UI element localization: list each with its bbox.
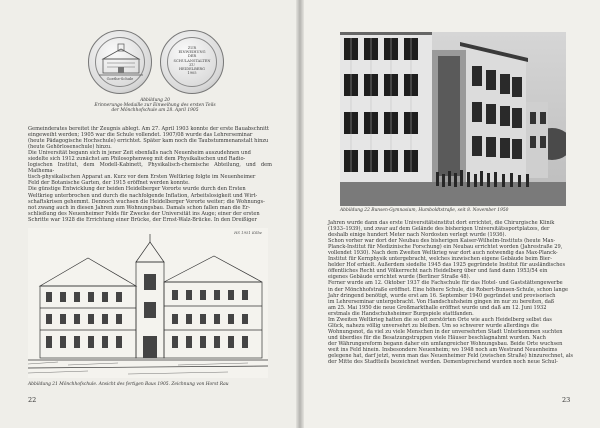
- sketch-caption: Abbildung 21 Mönchhofschule. Ansicht des fertigen Baus 1905. Zeichnung von Horst Rau: [28, 382, 229, 387]
- photo-caption: Abbildung 22 Bunsen-Gymnasium, Humboldtstraße, seit 8. November 1950: [340, 208, 509, 213]
- right-page: [300, 0, 600, 428]
- medal-obverse-text: Goethe-Schule: [106, 77, 134, 81]
- school-sketch-drawing: [28, 228, 268, 378]
- medal-reverse: [160, 30, 224, 94]
- school-building-relief: [89, 31, 152, 94]
- sketch-signature: HS 1951 Kilbe: [234, 230, 262, 235]
- bunsen-gymnasium-photo: [340, 32, 566, 206]
- book-gutter: [296, 0, 304, 428]
- medal-caption: Abbildung 20 Erinnerungs-Medaille zur Einweihung des ersten Teils der Mönchhofschule am 28. April 1905: [94, 98, 216, 114]
- medal-reverse-inscription: ZUR EINWEIHUNG DER SCHULANSTALTEN ZU HEIDELBERG 1905: [173, 46, 211, 76]
- right-page-number: 23: [562, 396, 571, 404]
- moenchhofschule-drawing: [28, 228, 268, 378]
- left-body-text: Gemeinderates bereitet ihr Zeugnis ablegt. Am 27. April 1903 konnte der erste Bauabschnitt eingeweiht werden; 1905 war die Schule vollendet. 1907/08 wurde das Lehrerseminar (heute Pädagogische Hochschule) errichtet. Später kam noch die Taubstummenanstalt hinzu (heute Gehörlosenschule) hinzu. Die Universität begann sich in jener Zeit ebenfalls nach Neuenheim auszudehnen und siedelte sich 1912 zunächst am Philosophenweg mit dem Physikalischen und Radio- logischen Institut, dem Modell-Kabinett, Physikalisch-chemische Abteilung, und dem Mathema- tisch-physikalischen Apparat an. Kurz vor dem Ersten Weltkrieg folgte im Neuenheimer Feld der Botanische Garten, der 1915 eröffnet werden konnte. Die günstige Entwicklung der beiden Heidelberger Vororte wurde durch den Ersten Weltkrieg unterbrochen und durch die nachfolgende Inflation, Arbeitslosigkeit und Wirt- schaftskrisen gehemmt. Dennoch wuchsen die Heidelberger Vororte weiter; die Wohnungs- not zwang auch in diesen Jahren zum Wohnungsbau. Damals schon fallen man die Er- schließung des Neuenheimer Felds für Zwecke der Universität ins Auge; einer der ersten Schritte war 1928 die Errichtung einer Brücke, der Ernst-Walz-Brücke. In den Dreißiger: [28, 126, 272, 223]
- school-building-photo: [340, 32, 566, 206]
- medal-obverse: [88, 30, 152, 94]
- right-body-text: Jahren wurde dann das erste Universitätsinstitut dort errichtet, die Chirurgische Klinik (1933–1939), und zwar auf dem Gelände des bisherigen Universitätssportplatzes, der deshalb einige hundert Meter nach Nordosten verlegt wurde (1936). Schon vorher war dort der Neubau des bisherigen Kaiser-Wilhelm-Instituts (heute Max- Planck-Institut für Medizinische Forschung) ein Neubau errichtet worden (Jahrestraße 29, vollendet 1930). Nach dem Zweiten Weltkrieg war dort auch notwendig das Max-Planck- Institut für Kernphysik untergebracht, welches inzwischen eigene Gebäude beim Bier- helder Hof erhielt. Außerdem siedelte 1945 das 1925 gegründete Institut für ausländisches öffentliches Recht und Völkerrecht nach Heidelberg über und fand dann 1953/54 ein eigenes Gebäude errichtet wurde (Berliner Straße 48). Ferner wurde am 12. Oktober 1937 die Fachschule für das Hotel- und Gaststättengewerbe in der Mönchhofstraße eröffnet. Eine höhere Schule, die Robert-Bunsen-Schule, schon lange Jahr dringend benötigt, wurde erst am 16. September 1940 gegründet und provisorisch im Lehrerseminar untergebracht. Von Handschuhsheim gingen im nur zu bereiten, daß am 25. Mai 1950 die neue Großmarkthalle eröffnet wurde und daß am 12. Juni 1932 erstmals die Handschuhsheimer Burgspiele stattfanden. Im Zweiten Weltkrieg hatten die so oft zerstörten Orte wie auch Heidelberg selbst das Glück, nahezu völlig unversehrt zu bleiben. Um so schwerer wurde allerdings die Wohnungsnot, da viel zu viele Menschen in der unversehrten Stadt Unterkommen suchten und überdies für die Besatzungstruppen viele Häuser beschlagnahmt wurden. Nach der Währungsreform begann daher ein umfangreicher Wohnungsbau. Beide Orte wuchsen weit ins Feld hinein. Insbesondere Neuenheim; wo 1948 noch am Westrand Neuenheims gelegene hat, darf jetzt, wenn man das Neuenheimer Feld (zwischen Straße) hinzurechnet, als der Mitte des Stadtteils bezeichnet werden. Dementsprechend wurden noch neue Schul-: [328, 220, 574, 366]
- left-page-number: 22: [28, 396, 37, 404]
